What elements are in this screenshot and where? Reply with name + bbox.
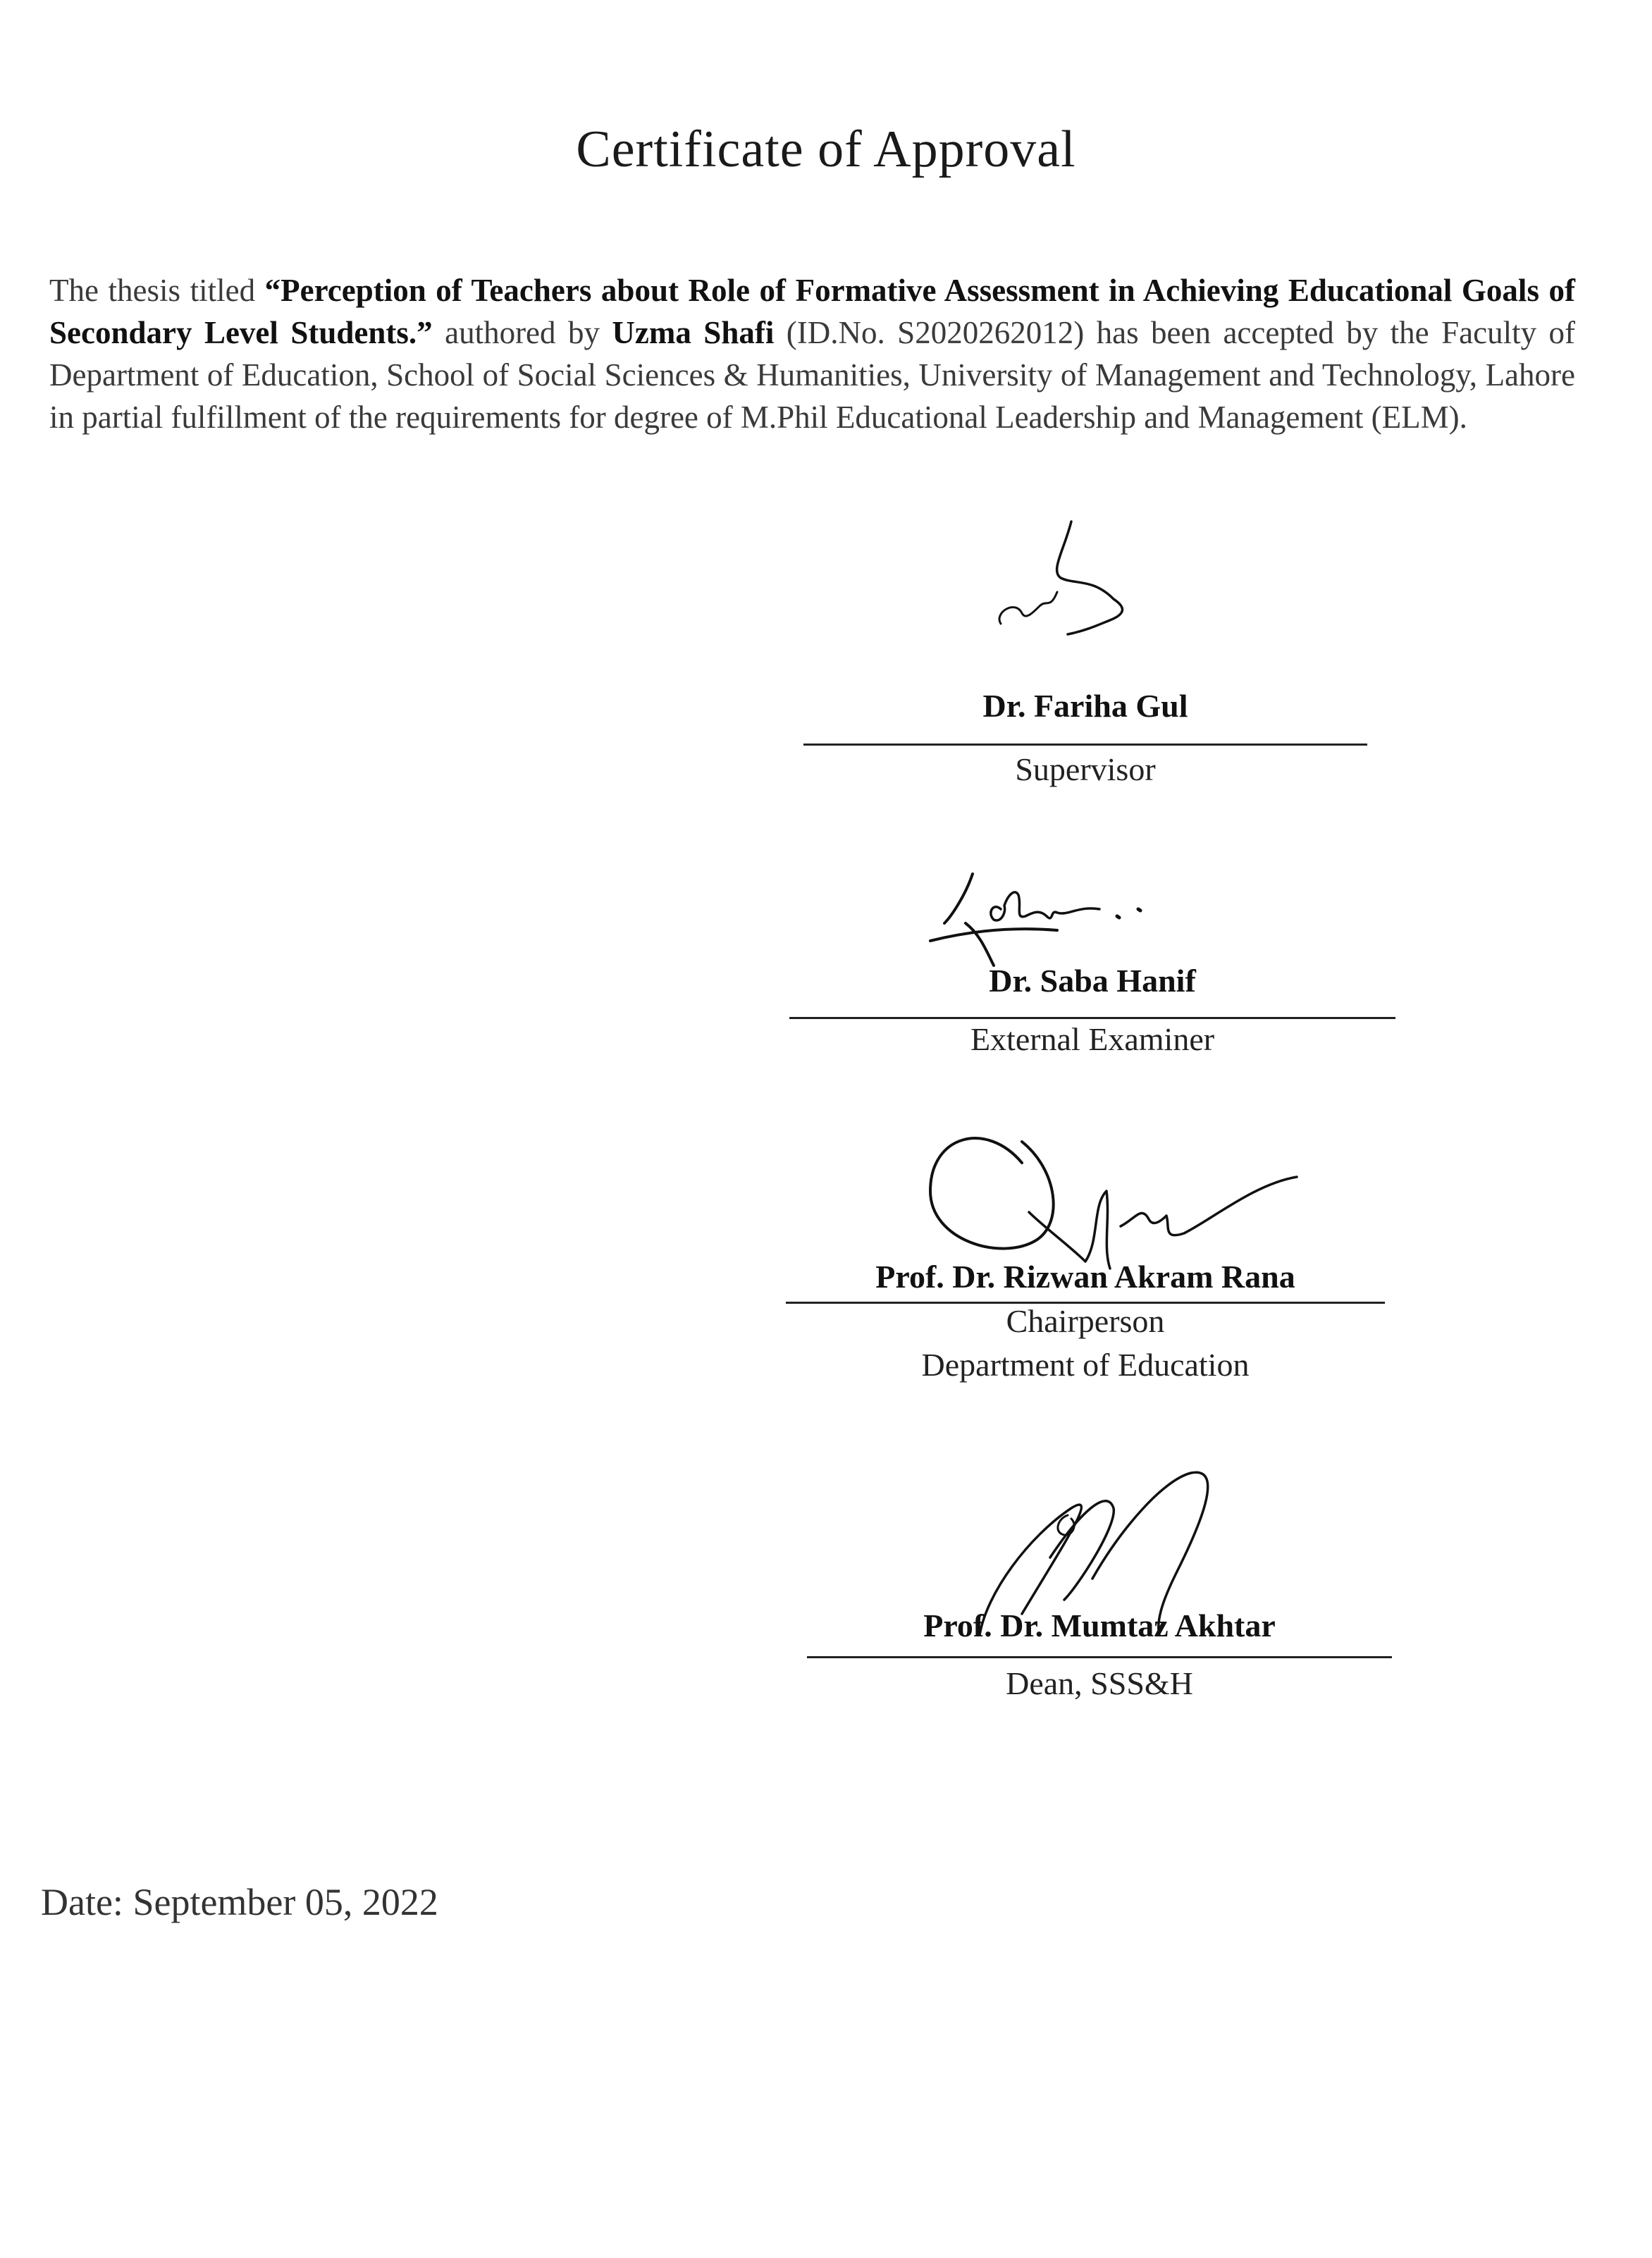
- signatory-role-chairperson: Chairperson: [1006, 1303, 1165, 1339]
- signature-line-dean: [807, 1656, 1392, 1658]
- certificate-title: Certificate of Approval: [576, 121, 1076, 178]
- certificate-date: Date: September 05, 2022: [41, 1881, 438, 1923]
- signatory-department-chairperson: Department of Education: [921, 1347, 1250, 1383]
- body-authored-by: authored by: [432, 315, 612, 350]
- signatory-name-external-examiner: Dr. Saba Hanif: [989, 963, 1196, 999]
- signatory-name-dean: Prof. Dr. Mumtaz Akhtar: [923, 1608, 1276, 1643]
- signatory-name-supervisor: Dr. Fariha Gul: [982, 688, 1188, 724]
- body-intro: The thesis titled: [49, 273, 265, 308]
- signatory-role-supervisor: Supervisor: [1015, 751, 1156, 787]
- signatory-role-dean: Dean, SSS&H: [1006, 1665, 1193, 1701]
- signature-line-supervisor: [803, 744, 1367, 746]
- signatory-role-external-examiner: External Examiner: [970, 1021, 1215, 1057]
- signature-supervisor: [973, 507, 1156, 648]
- body-details: (ID.No. S2020262012) has been accepted by the Faculty of Department of Education, School of Social Sciences & Humanities, University of Management and Technology, Lahore in partial fulfillment of the requirements for degree of M.Phil Educational Leadership and Management (ELM).: [49, 315, 1575, 435]
- certificate-body: [49, 269, 1575, 438]
- signatory-name-chairperson: Prof. Dr. Rizwan Akram Rana: [875, 1259, 1295, 1295]
- signature-line-external-examiner: [789, 1017, 1395, 1019]
- author-name: Uzma Shafi: [612, 315, 775, 350]
- thesis-title: “Perception of Teachers about Role of Formative Assessment in Achieving Educational Goals of Secondary Level Students.”: [49, 273, 1575, 350]
